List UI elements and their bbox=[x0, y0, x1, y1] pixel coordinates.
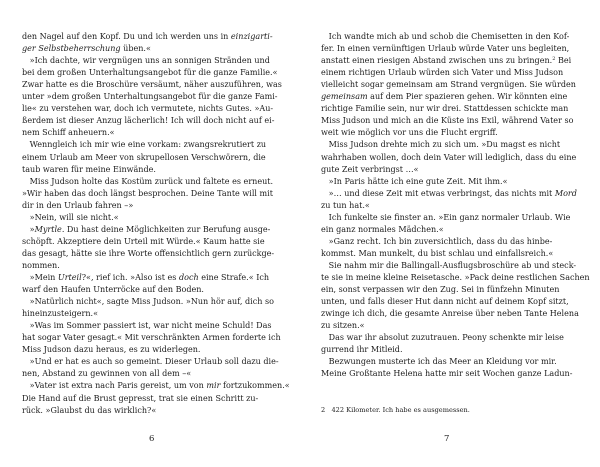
text-run: »… und diese Zeit mit etwas verbringst, das nichts mit bbox=[321, 188, 555, 198]
text-line bbox=[321, 308, 579, 320]
italic-text: Mord bbox=[554, 188, 577, 198]
text-line bbox=[22, 176, 273, 188]
text-line bbox=[22, 356, 279, 368]
text-line bbox=[22, 224, 270, 236]
text-line bbox=[22, 188, 273, 200]
text-line bbox=[321, 152, 576, 164]
text-line bbox=[22, 152, 266, 164]
italic-text: ger Selbstbeherrschung bbox=[22, 44, 121, 54]
text-run: eine Strafe.« Ich bbox=[198, 273, 270, 282]
text-line bbox=[321, 260, 576, 272]
text-line bbox=[321, 55, 571, 67]
text-line bbox=[22, 55, 270, 67]
text-run: zwinge ich dich, die gesamte Anreise über neben Tante Helena bbox=[321, 309, 579, 319]
text-line bbox=[22, 393, 258, 405]
text-line bbox=[321, 320, 365, 332]
text-line bbox=[321, 139, 560, 151]
italic-text: doch bbox=[178, 273, 199, 282]
text-run: ?«, rief ich. »Also ist es bbox=[81, 273, 179, 282]
text-run: Miss Judson holte das Kostüm zurück und faltete es erneut. bbox=[22, 176, 274, 186]
text-run: anstatt einen riesigen Abstand zwischen uns zu bringen. bbox=[321, 56, 553, 66]
text-line bbox=[321, 176, 508, 188]
text-line bbox=[321, 164, 419, 176]
italic-text: Urteil bbox=[57, 273, 82, 282]
text-run: vielleicht sogar gemeinsam am Strand vergnügen. Sie würden bbox=[321, 80, 576, 90]
text-run: lie« zu verstehen war, doch ich vermutete, nichts Gutes. »Au- bbox=[22, 104, 274, 114]
text-line bbox=[321, 332, 564, 344]
text-line bbox=[321, 272, 590, 284]
text-line bbox=[22, 115, 274, 127]
text-run: bei dem großen Unterhaltungsangebot für die ganze Familie.« bbox=[22, 68, 278, 78]
text-run: » bbox=[22, 224, 35, 234]
text-run: Bezwungen musterte ich das Meer an Kleidung vor mir. bbox=[321, 357, 557, 367]
text-run: Meine Großtante Helena hatte mir seit Wochen ganze Ladun- bbox=[321, 369, 573, 379]
text-line bbox=[22, 31, 273, 43]
italic-text: einzigarti- bbox=[230, 32, 273, 41]
text-line bbox=[22, 164, 156, 176]
text-line bbox=[321, 188, 577, 200]
text-run: den Nagel auf den Kopf. Du und ich werden uns in bbox=[22, 32, 231, 41]
text-run: üben.« bbox=[120, 44, 151, 54]
text-line bbox=[22, 236, 265, 248]
text-line bbox=[321, 67, 563, 79]
text-line bbox=[321, 200, 370, 212]
text-line bbox=[22, 260, 60, 272]
text-line bbox=[22, 320, 272, 332]
text-line bbox=[321, 212, 570, 224]
text-run: Miss Judson dazu heraus, es zu widerlegen. bbox=[22, 345, 201, 355]
text-run: »Wir haben das doch längst besprochen. Deine Tante will mit bbox=[22, 188, 273, 198]
text-run: hat sogar Vater gesagt.« Mit verschränkten Armen forderte ich bbox=[22, 333, 281, 343]
text-line bbox=[22, 308, 98, 320]
text-run: ein, sonst verpassen wir den Zug. Sei in fünfzehn Minuten bbox=[321, 285, 560, 295]
text-run: einem richtigen Urlaub würden sich Vater und Miss Judson bbox=[321, 68, 564, 78]
text-line bbox=[321, 248, 553, 260]
text-line bbox=[22, 139, 266, 151]
left-page-number: 6 bbox=[149, 434, 155, 444]
text-line bbox=[22, 368, 191, 380]
text-run: Ich wandte mich ab und schob die Chemisetten in den Kof- bbox=[321, 32, 570, 41]
text-run: rück. »Glaubst du das wirklich?« bbox=[22, 405, 157, 415]
text-line bbox=[22, 200, 133, 212]
text-run: dir in den Urlaub fahren –» bbox=[22, 200, 134, 210]
text-run: »Was im Sommer passiert ist, war nicht meine Schuld! Das bbox=[22, 321, 272, 331]
text-line bbox=[22, 272, 269, 284]
text-line bbox=[22, 79, 282, 91]
text-line bbox=[22, 43, 151, 55]
text-run: einem Urlaub am Meer von skrupellosen Verschwörern, die bbox=[22, 152, 266, 162]
text-line bbox=[321, 236, 552, 248]
text-run: »Ganz recht. Ich bin zuversichtlich, dass du das hinbe- bbox=[321, 236, 553, 246]
text-run: Zwar hatte es die Broschüre versäumt, näher auszuführen, was bbox=[22, 80, 282, 90]
text-run: wahrhaben wollen, doch dein Vater will lediglich, dass du eine bbox=[321, 152, 577, 162]
text-run: Das war ihr absolut zuzutrauen. Peony schenkte mir leise bbox=[321, 333, 564, 343]
text-run: zu sitzen.« bbox=[321, 321, 365, 331]
text-run: te sie in meine kleine Reisetasche. »Pack deine restlichen Sachen bbox=[321, 273, 590, 282]
text-line bbox=[22, 344, 201, 356]
text-run: »Und er hat es auch so gemeint. Dieser Urlaub soll dazu die- bbox=[22, 357, 279, 367]
text-line bbox=[22, 91, 278, 103]
text-line bbox=[22, 284, 204, 296]
text-line bbox=[22, 405, 156, 417]
text-line bbox=[321, 224, 444, 236]
text-line bbox=[22, 67, 278, 79]
text-line bbox=[321, 344, 403, 356]
text-run: Miss Judson drehte mich zu sich um. »Du magst es nicht bbox=[321, 140, 561, 150]
text-line bbox=[22, 380, 290, 392]
text-line bbox=[321, 103, 568, 115]
text-run: Ich funkelte sie finster an. »Ein ganz normaler Urlaub. Wie bbox=[321, 212, 571, 222]
text-run: taub waren für meine Einwände. bbox=[22, 164, 156, 174]
text-run: gurrend ihr Mitleid. bbox=[321, 345, 403, 355]
text-line bbox=[321, 127, 498, 139]
text-line bbox=[321, 356, 557, 368]
text-run: hineinzusteigern.« bbox=[22, 309, 99, 319]
text-run: Wenngleich ich mir wie eine vorkam: zwangsrekrutiert zu bbox=[22, 140, 267, 150]
right-page-number: 7 bbox=[444, 434, 450, 444]
text-run: »In Paris hätte ich eine gute Zeit. Mit ihm.« bbox=[321, 176, 508, 186]
text-line bbox=[321, 115, 573, 127]
italic-text: gemeinsam bbox=[321, 92, 368, 102]
text-run: ßerdem ist dieser Anzug lächerlich! Ich will doch nicht auf ei- bbox=[22, 116, 275, 126]
text-line bbox=[22, 127, 115, 139]
text-run: schöpft. Akzeptiere dein Urteil mit Würde.« Kaum hatte sie bbox=[22, 236, 265, 246]
text-run: nommen. bbox=[22, 260, 60, 270]
text-line bbox=[22, 332, 281, 344]
italic-text: Myrtle bbox=[34, 224, 62, 234]
text-run: ein ganz normales Mädchen.« bbox=[321, 224, 444, 234]
text-run: auf dem Pier spazieren gehen. Wir könnten eine bbox=[367, 92, 568, 102]
text-run: . Du hast deine Möglichkeiten zur Berufung ausge- bbox=[61, 224, 271, 234]
text-run: warf den Haufen Unterröcke auf den Boden. bbox=[22, 285, 204, 295]
text-run: »Ich dachte, wir vergnügen uns an sonnigen Stränden und bbox=[22, 56, 270, 66]
text-run: zu tun hat.« bbox=[321, 200, 370, 210]
text-run: gute Zeit verbringst …« bbox=[321, 164, 419, 174]
text-run: fortzukommen.« bbox=[220, 381, 290, 391]
text-line bbox=[321, 43, 569, 55]
text-line bbox=[321, 296, 569, 308]
text-run: weit wie möglich vor uns die Flucht ergriff. bbox=[321, 128, 498, 138]
text-run: unten, und falls dieser Hut dann nicht auf deinem Kopf sitzt, bbox=[321, 297, 569, 307]
text-line bbox=[22, 212, 119, 224]
text-run: unter »dem großen Unterhaltungsangebot für die ganze Fami- bbox=[22, 92, 278, 102]
text-line bbox=[321, 91, 567, 103]
text-run: richtige Familie sein, nur wir drei. Stattdessen schickte man bbox=[321, 104, 569, 114]
text-run: »Natürlich nicht«, sagte Miss Judson. »Nun hör auf, dich so bbox=[22, 297, 274, 307]
text-run: Die Hand auf die Brust gepresst, trat sie einen Schritt zu- bbox=[22, 393, 259, 403]
text-line bbox=[22, 296, 274, 308]
text-line bbox=[22, 248, 274, 260]
text-run: fer. In einen vernünftigen Urlaub würde Vater uns begleiten, bbox=[321, 44, 570, 54]
text-run: Sie nahm mir die Ballingall-Ausflugsbroschüre ab und steck- bbox=[321, 260, 577, 270]
text-run: kommst. Man munkelt, du bist schlau und einfallsreich.« bbox=[321, 248, 554, 258]
text-run: das gesagt, hätte sie ihre Worte offensichtlich gern zurückge- bbox=[22, 248, 275, 258]
footnote-marker: 2 bbox=[552, 56, 556, 63]
text-run: nen, Abstand zu gewinnen von all dem –« bbox=[22, 369, 192, 379]
text-run: »Mein bbox=[22, 273, 58, 282]
text-run: Bei bbox=[555, 56, 572, 66]
text-run: »Nein, will sie nicht.« bbox=[22, 212, 119, 222]
text-line bbox=[321, 368, 572, 380]
text-line bbox=[22, 103, 273, 115]
footnote: 2 422 Kilometer. Ich habe es ausgemessen. bbox=[321, 406, 470, 414]
text-line bbox=[321, 79, 576, 91]
italic-text: mir bbox=[206, 381, 221, 391]
text-line bbox=[321, 31, 569, 43]
text-line bbox=[321, 284, 559, 296]
text-run: Miss Judson und mich an die Küste ins Exil, während Vater so bbox=[321, 116, 574, 126]
text-run: »Vater ist extra nach Paris gereist, um von bbox=[22, 381, 207, 391]
text-run: nem Schiff anheuern.« bbox=[22, 128, 115, 138]
